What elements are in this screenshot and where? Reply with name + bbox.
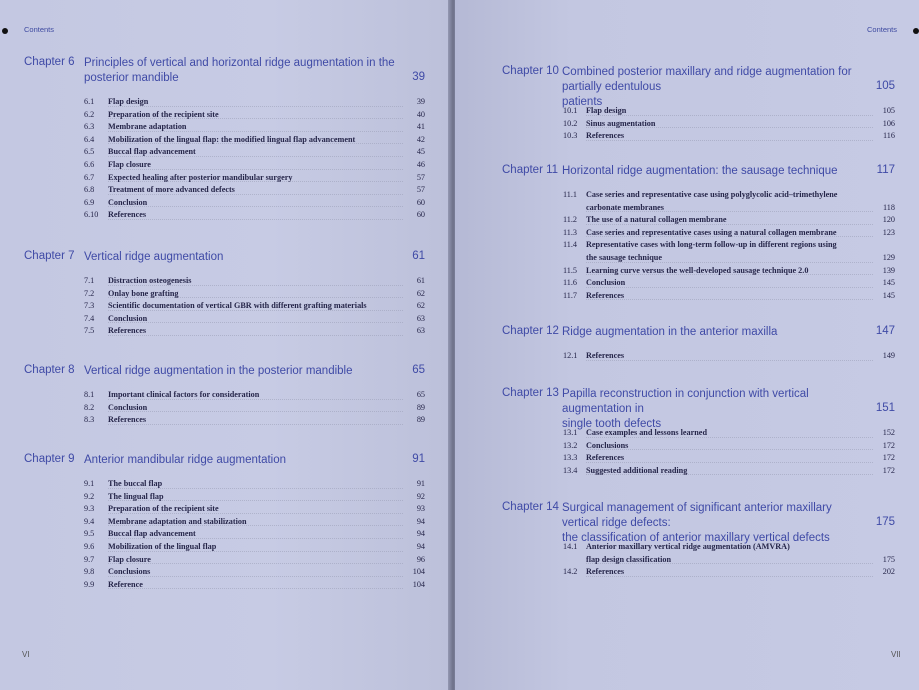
section-page-number: 172: [882, 453, 895, 463]
toc-section-row[interactable]: [84, 96, 425, 109]
chapter-entry[interactable]: [24, 364, 425, 427]
section-number: 6.8: [84, 185, 95, 195]
toc-section-row[interactable]: [84, 209, 425, 222]
section-number: 6.9: [84, 197, 95, 207]
section-title: Case series and representative case using polyglycolic acid–trimethylene: [586, 190, 838, 199]
section-number: 6.6: [84, 159, 95, 169]
chapter-title: [562, 65, 865, 110]
section-page-number: 61: [416, 276, 425, 285]
section-page-number: 91: [416, 479, 425, 488]
section-title: Anterior maxillary vertical ridge augmentation (AMVRA): [586, 542, 790, 551]
registration-dot: [2, 28, 8, 34]
section-page-number: 175: [882, 554, 895, 564]
section-title: References: [108, 210, 147, 220]
section-number: 8.3: [84, 415, 95, 425]
section-number: 11.5: [563, 265, 578, 275]
chapter-heading[interactable]: [502, 164, 895, 179]
chapter-page-number: 65: [412, 364, 425, 376]
section-title: Case examples and lessons learned: [586, 428, 707, 437]
section-title: Reference: [108, 579, 143, 589]
chapter-page-number: 117: [876, 164, 895, 176]
running-head: Contents: [867, 25, 898, 34]
section-number: 7.3: [84, 301, 95, 311]
section-number: 6.2: [84, 109, 95, 119]
section-page-number: 116: [883, 131, 895, 141]
section-title: Preparation of the recipient site: [108, 504, 219, 514]
section-number: 9.7: [84, 554, 95, 564]
section-page-number: 96: [416, 554, 425, 564]
section-title: References: [586, 131, 625, 141]
section-list: [563, 105, 895, 143]
section-number: 9.5: [84, 529, 95, 539]
section-title: Flap closure: [108, 159, 151, 169]
toc-section-row[interactable]: [84, 172, 425, 185]
section-title: Important clinical factors for consideration: [108, 390, 260, 399]
section-page-number: 46: [416, 159, 425, 169]
section-title: Scientific documentation of vertical GBR with different grafting materials: [108, 301, 367, 311]
section-number: 11.7: [563, 290, 578, 300]
section-title: Conclusion: [586, 278, 626, 288]
chapter-page-number: 151: [875, 402, 895, 414]
section-number: 7.2: [84, 288, 95, 298]
section-number: 10.3: [563, 131, 578, 141]
toc-section-row[interactable]: [84, 197, 425, 210]
section-number: 12.1: [563, 351, 578, 360]
chapter-title: [562, 164, 865, 179]
chapter-title-line: Principles of vertical and horizontal ridge augmentation in the: [84, 57, 395, 69]
section-number: 13.4: [563, 465, 578, 475]
section-title: Mobilization of the lingual flap: [108, 541, 217, 551]
toc-section-row[interactable]: [563, 130, 895, 143]
chapter-entry[interactable]: [24, 250, 425, 338]
section-title: Treatment of more advanced defects: [108, 185, 235, 195]
toc-section-row[interactable]: [563, 277, 895, 290]
section-number: 11.6: [563, 278, 578, 288]
chapter-entry[interactable]: [502, 325, 895, 363]
registration-dot: [913, 28, 919, 34]
chapter-label: Chapter 13: [502, 387, 559, 399]
chapter-page-number: 91: [412, 453, 425, 465]
section-number: 14.2: [563, 567, 578, 577]
section-page-number: 62: [416, 301, 425, 311]
section-title: Suggested additional reading: [586, 465, 688, 475]
section-list: [84, 389, 425, 427]
section-page-number: 63: [416, 313, 425, 323]
section-title: Conclusion: [108, 402, 148, 412]
toc-section-row[interactable]: [84, 300, 425, 313]
section-title: Sinus augmentation: [586, 118, 656, 128]
chapter-label: Chapter 14: [502, 501, 559, 513]
chapter-page-number: 175: [875, 516, 895, 528]
section-number: 8.1: [84, 390, 95, 399]
toc-section-row[interactable]: [84, 121, 425, 134]
toc-section-row[interactable]: [563, 566, 895, 579]
toc-section-row[interactable]: [563, 427, 895, 440]
section-title: the sausage technique: [586, 252, 662, 262]
section-page-number: 145: [882, 278, 895, 288]
chapter-label: Chapter 9: [24, 453, 75, 465]
section-list: [563, 189, 895, 302]
chapter-label: Chapter 8: [24, 364, 75, 376]
section-title: References: [586, 567, 625, 577]
section-number: 7.4: [84, 313, 95, 323]
section-list: [84, 96, 425, 222]
section-page-number: 104: [412, 579, 425, 589]
section-page-number: 172: [882, 440, 895, 450]
section-number: 11.3: [563, 227, 578, 237]
section-title: Buccal flap advancement: [108, 147, 196, 157]
section-page-number: 45: [416, 147, 425, 157]
toc-section-row[interactable]: [84, 566, 425, 579]
section-title: The lingual flap: [108, 491, 164, 501]
section-title: Conclusion: [108, 197, 148, 207]
section-page-number: 139: [882, 265, 895, 275]
chapter-title-line: single tooth defects: [562, 418, 662, 430]
chapter-label: Chapter 11: [502, 164, 559, 176]
section-title: The buccal flap: [108, 479, 163, 488]
toc-section-row[interactable]: [84, 528, 425, 541]
toc-section-row[interactable]: [563, 239, 895, 264]
section-page-number: 172: [882, 465, 895, 475]
chapter-title: [84, 56, 395, 86]
toc-section-row[interactable]: [84, 275, 425, 288]
toc-section-row[interactable]: [84, 184, 425, 197]
section-page-number: 118: [883, 202, 895, 212]
section-page-number: 94: [416, 529, 425, 539]
section-list: [563, 350, 895, 363]
section-title: Mobilization of the lingual flap: the modified lingual flap advancement: [108, 134, 356, 144]
toc-section-row[interactable]: [84, 516, 425, 529]
section-page-number: 57: [416, 172, 425, 182]
toc-section-row[interactable]: [84, 134, 425, 147]
chapter-label: Chapter 6: [24, 56, 75, 68]
section-list: [84, 275, 425, 338]
section-page-number: 42: [416, 134, 425, 144]
toc-section-row[interactable]: [84, 478, 425, 491]
chapter-label: Chapter 10: [502, 65, 559, 77]
toc-section-row[interactable]: [563, 541, 895, 566]
chapter-heading[interactable]: [24, 364, 425, 379]
chapter-title: [562, 325, 865, 340]
section-title: Learning curve versus the well-developed sausage technique 2.0: [586, 265, 809, 275]
section-title: References: [108, 326, 147, 336]
section-title: Membrane adaptation: [108, 122, 187, 132]
chapter-label: Chapter 12: [502, 325, 559, 337]
section-list: [563, 541, 895, 579]
toc-section-row[interactable]: [563, 265, 895, 278]
section-title: References: [586, 453, 625, 463]
section-number: 9.9: [84, 579, 95, 589]
chapter-title-line: Vertical ridge augmentation: [84, 251, 224, 263]
section-page-number: 41: [416, 122, 425, 132]
section-number: 9.6: [84, 541, 95, 551]
toc-section-row[interactable]: [563, 105, 895, 118]
section-number: 11.4: [563, 240, 578, 250]
chapter-page-number: 147: [875, 325, 895, 337]
section-page-number: 89: [416, 402, 425, 412]
page-folio: VII: [891, 650, 901, 659]
section-page-number: 93: [416, 504, 425, 514]
section-title: Membrane adaptation and stabilization: [108, 516, 247, 526]
section-title: Conclusions: [586, 440, 629, 450]
chapter-title-line: Combined posterior maxillary and ridge augmentation for partially edentulous: [562, 66, 852, 93]
section-number: 9.3: [84, 504, 95, 514]
chapter-entry[interactable]: [502, 387, 895, 477]
chapter-entry[interactable]: [502, 65, 895, 143]
section-number: 13.1: [563, 428, 578, 437]
chapter-heading[interactable]: [502, 387, 895, 430]
chapter-entry[interactable]: [24, 56, 425, 222]
section-number: 10.1: [563, 106, 578, 115]
section-number: 6.5: [84, 147, 95, 157]
chapter-heading[interactable]: [502, 325, 895, 340]
section-page-number: 123: [882, 227, 895, 237]
section-list: [563, 427, 895, 477]
section-page-number: 60: [416, 210, 425, 220]
chapter-label: Chapter 7: [24, 250, 75, 262]
section-title: Case series and representative cases using a natural collagen membrane: [586, 227, 837, 237]
section-number: 6.1: [84, 97, 95, 106]
toc-section-row[interactable]: [84, 159, 425, 172]
chapter-entry[interactable]: [24, 453, 425, 591]
chapter-heading[interactable]: [24, 250, 425, 265]
section-page-number: 92: [416, 491, 425, 501]
chapter-title-line: Surgical management of significant anterior maxillary vertical ridge defects:: [562, 502, 832, 529]
section-page-number: 202: [882, 567, 895, 577]
toc-section-row[interactable]: [84, 109, 425, 122]
chapter-title-line: posterior mandible: [84, 72, 179, 84]
toc-section-row[interactable]: [84, 541, 425, 554]
section-number: 14.1: [563, 542, 578, 551]
chapter-page-number: 105: [875, 80, 895, 92]
toc-section-row[interactable]: [84, 579, 425, 592]
section-title: carbonate membranes: [586, 202, 664, 212]
section-title: Onlay bone grafting: [108, 288, 179, 298]
toc-section-row[interactable]: [84, 491, 425, 504]
toc-section-row[interactable]: [563, 290, 895, 303]
section-page-number: 104: [412, 567, 425, 577]
toc-section-row[interactable]: [84, 325, 425, 338]
chapter-title-line: the classification of anterior maxillary vertical defects: [562, 532, 830, 544]
section-title: Buccal flap advancement: [108, 529, 196, 539]
section-number: 9.1: [84, 479, 95, 488]
chapter-entry[interactable]: [502, 501, 895, 579]
toc-section-row[interactable]: [563, 440, 895, 453]
section-number: 6.4: [84, 134, 95, 144]
chapter-heading[interactable]: [502, 65, 895, 108]
section-page-number: 39: [416, 97, 425, 106]
section-page-number: 57: [416, 185, 425, 195]
chapter-heading[interactable]: [502, 501, 895, 544]
section-page-number: 60: [416, 197, 425, 207]
chapter-title: [562, 501, 865, 546]
section-title: References: [586, 351, 625, 360]
section-number: 11.2: [563, 215, 578, 225]
section-page-number: 149: [882, 351, 895, 360]
section-page-number: 40: [416, 109, 425, 119]
chapter-title-line: Ridge augmentation in the anterior maxilla: [562, 326, 778, 338]
section-page-number: 152: [882, 428, 895, 437]
chapter-title: [84, 453, 395, 468]
chapter-heading[interactable]: [24, 56, 425, 86]
section-title: References: [586, 290, 625, 300]
section-number: 10.2: [563, 118, 578, 128]
section-number: 9.2: [84, 491, 95, 501]
chapter-page-number: 61: [412, 250, 425, 262]
section-title: flap design classification: [586, 554, 672, 564]
chapter-entry[interactable]: [502, 164, 895, 302]
toc-section-row[interactable]: [84, 146, 425, 159]
section-page-number: 62: [416, 288, 425, 298]
chapter-title: [562, 387, 865, 432]
section-number: 9.8: [84, 567, 95, 577]
section-title: The use of a natural collagen membrane: [586, 215, 727, 225]
section-number: 11.1: [563, 190, 578, 199]
section-number: 7.1: [84, 276, 95, 285]
section-title: Representative cases with long-term follow-up in different regions using: [586, 240, 837, 250]
section-page-number: 65: [416, 390, 425, 399]
toc-section-row[interactable]: [563, 214, 895, 227]
section-number: 13.2: [563, 440, 578, 450]
section-title: Expected healing after posterior mandibular surgery: [108, 172, 293, 182]
toc-section-row[interactable]: [563, 189, 895, 214]
section-page-number: 120: [882, 215, 895, 225]
right-page: [455, 0, 919, 690]
section-number: 13.3: [563, 453, 578, 463]
toc-section-row[interactable]: [84, 288, 425, 301]
section-page-number: 129: [882, 252, 895, 262]
chapter-title-line: Anterior mandibular ridge augmentation: [84, 454, 287, 466]
chapter-title: [84, 250, 395, 265]
toc-section-row[interactable]: [84, 389, 425, 402]
section-title: Conclusion: [108, 313, 148, 323]
section-page-number: 89: [416, 415, 425, 425]
chapter-heading[interactable]: [24, 453, 425, 468]
section-page-number: 94: [416, 516, 425, 526]
toc-section-row[interactable]: [563, 350, 895, 363]
section-number: 9.4: [84, 516, 95, 526]
toc-section-row[interactable]: [84, 402, 425, 415]
section-title: Flap closure: [108, 554, 151, 564]
toc-section-row[interactable]: [84, 503, 425, 516]
section-title: References: [108, 415, 147, 425]
section-title: Preparation of the recipient site: [108, 109, 219, 119]
section-number: 6.10: [84, 210, 99, 220]
toc-section-row[interactable]: [84, 414, 425, 427]
section-page-number: 105: [882, 106, 895, 115]
toc-section-row[interactable]: [563, 227, 895, 240]
section-number: 7.5: [84, 326, 95, 336]
running-head: Contents: [24, 25, 55, 34]
section-number: 8.2: [84, 402, 95, 412]
toc-section-row[interactable]: [84, 554, 425, 567]
toc-section-row[interactable]: [84, 313, 425, 326]
section-list: [84, 478, 425, 591]
chapter-title: [84, 364, 395, 379]
left-page: [0, 0, 452, 690]
chapter-title-line: Papilla reconstruction in conjunction with vertical augmentation in: [562, 388, 809, 415]
section-title: Distraction osteogenesis: [108, 276, 192, 285]
section-title: Conclusions: [108, 567, 151, 577]
section-page-number: 145: [882, 290, 895, 300]
section-title: Flap design: [586, 106, 627, 115]
chapter-title-line: Vertical ridge augmentation in the posterior mandible: [84, 365, 353, 377]
page-folio: VI: [22, 650, 30, 659]
toc-section-row[interactable]: [563, 452, 895, 465]
chapter-title-line: Horizontal ridge augmentation: the sausage technique: [562, 165, 838, 177]
section-number: 6.3: [84, 122, 95, 132]
section-page-number: 63: [416, 326, 425, 336]
section-page-number: 94: [416, 541, 425, 551]
section-page-number: 106: [882, 118, 895, 128]
toc-section-row[interactable]: [563, 465, 895, 478]
section-number: 6.7: [84, 172, 95, 182]
chapter-title-line: patients: [562, 96, 603, 108]
chapter-page-number: 39: [412, 71, 425, 83]
section-title: Flap design: [108, 97, 149, 106]
toc-section-row[interactable]: [563, 118, 895, 131]
